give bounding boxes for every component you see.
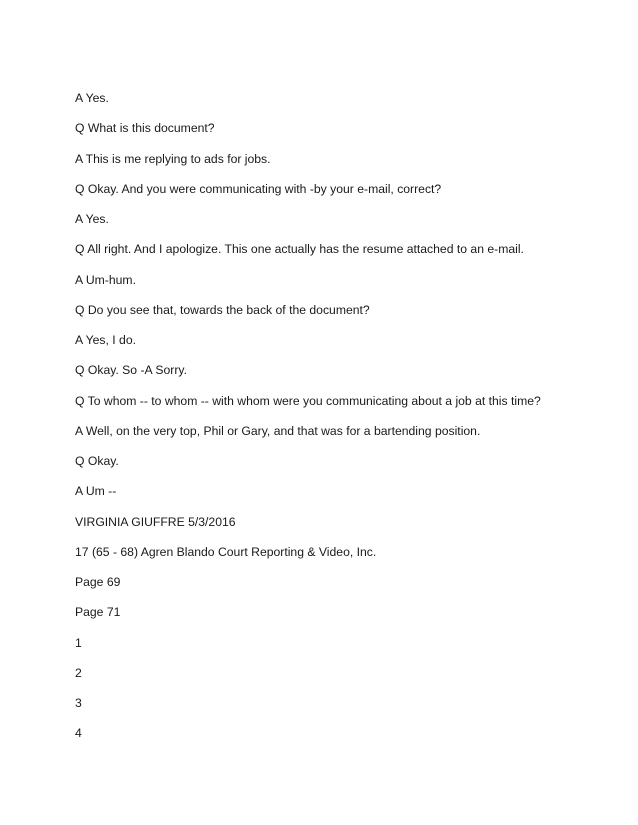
- transcript-line: Q To whom -- to whom -- with whom were you communicating about a job at this time?: [75, 393, 541, 408]
- line-number: 1: [75, 635, 82, 650]
- transcript-line: Q All right. And I apologize. This one actually has the resume attached to an e-mail.: [75, 242, 524, 257]
- transcript-line: Q What is this document?: [75, 121, 215, 136]
- transcript-line: A Um --: [75, 484, 117, 499]
- transcript-line: A Yes.: [75, 212, 109, 226]
- transcript-line: Q Okay. And you were communicating with -by your e-mail, correct?: [75, 181, 442, 196]
- transcript-text: [75, 88, 618, 754]
- transcript-line: A Yes.: [75, 91, 109, 105]
- line-number: 2: [75, 665, 82, 680]
- transcript-line: A Yes, I do.: [75, 333, 136, 347]
- reporter-info-label: 17 (65 - 68) Agren Blando Court Reporting & Video, Inc.: [75, 544, 377, 559]
- page-end-label: Page 71: [75, 605, 121, 620]
- transcript-line: Q Do you see that, towards the back of the document?: [75, 302, 370, 317]
- transcript-line: A This is me replying to ads for jobs.: [75, 151, 271, 166]
- transcript-line: A Um-hum.: [75, 272, 136, 287]
- page-start-label: Page 69: [75, 575, 121, 589]
- witness-date-label: VIRGINIA GIUFFRE 5/3/2016: [75, 514, 236, 529]
- transcript-line: A Well, on the very top, Phil or Gary, and that was for a bartending position.: [75, 423, 481, 438]
- line-number: 3: [75, 696, 82, 710]
- transcript-line: Q Okay. So -A Sorry.: [75, 363, 187, 378]
- line-number: 4: [75, 726, 82, 741]
- transcript-line: Q Okay.: [75, 454, 119, 468]
